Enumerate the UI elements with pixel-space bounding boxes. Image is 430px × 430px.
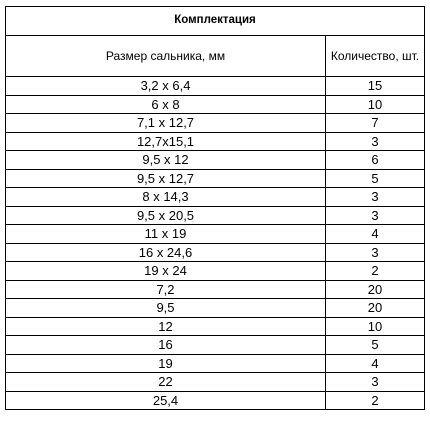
cell-seal-size: 19 х 24: [6, 262, 326, 281]
cell-seal-size: 8 х 14,3: [6, 188, 326, 207]
cell-seal-size: 7,2: [6, 280, 326, 299]
table-row: [6, 225, 425, 244]
cell-seal-size: 9,5 х 12: [6, 151, 326, 170]
table-row: [6, 206, 425, 225]
cell-quantity: 2: [326, 391, 425, 410]
cell-seal-size: 22: [6, 373, 326, 392]
table-row: [6, 114, 425, 133]
cell-quantity: 3: [326, 188, 425, 207]
cell-quantity: 3: [326, 243, 425, 262]
cell-seal-size: 11 х 19: [6, 225, 326, 244]
cell-quantity: 20: [326, 280, 425, 299]
table-row: [6, 336, 425, 355]
cell-quantity: 2: [326, 262, 425, 281]
cell-quantity: 20: [326, 299, 425, 318]
equipment-table: [5, 6, 425, 410]
column-header-quantity-text: Количество, шт.: [330, 48, 420, 63]
cell-quantity: 3: [326, 206, 425, 225]
cell-quantity: 3: [326, 132, 425, 151]
table-body: [6, 77, 425, 410]
cell-quantity: 10: [326, 95, 425, 114]
table-row: [6, 373, 425, 392]
cell-quantity: 4: [326, 354, 425, 373]
table-row: [6, 188, 425, 207]
table-row: [6, 77, 425, 96]
table-row: [6, 151, 425, 170]
cell-seal-size: 3,2 х 6,4: [6, 77, 326, 96]
table-title-row: [6, 7, 425, 36]
table-row: [6, 95, 425, 114]
cell-quantity: 15: [326, 77, 425, 96]
table-title: Комплектация: [6, 7, 425, 36]
table-row: [6, 280, 425, 299]
table-row: [6, 132, 425, 151]
cell-seal-size: 16: [6, 336, 326, 355]
cell-seal-size: 9,5 х 20,5: [6, 206, 326, 225]
cell-quantity: 5: [326, 336, 425, 355]
cell-seal-size: 12,7х15,1: [6, 132, 326, 151]
cell-quantity: 3: [326, 373, 425, 392]
table-row: [6, 243, 425, 262]
column-header-quantity: [326, 36, 425, 77]
cell-seal-size: 9,5 х 12,7: [6, 169, 326, 188]
table-header-row: [6, 36, 425, 77]
cell-seal-size: 16 х 24,6: [6, 243, 326, 262]
cell-seal-size: 6 х 8: [6, 95, 326, 114]
table-row: [6, 317, 425, 336]
cell-quantity: 5: [326, 169, 425, 188]
cell-quantity: 10: [326, 317, 425, 336]
cell-quantity: 4: [326, 225, 425, 244]
column-header-size: Размер сальника, мм: [6, 36, 326, 77]
cell-seal-size: 19: [6, 354, 326, 373]
cell-seal-size: 12: [6, 317, 326, 336]
cell-seal-size: 25,4: [6, 391, 326, 410]
cell-quantity: 6: [326, 151, 425, 170]
table-row: [6, 169, 425, 188]
table-row: [6, 391, 425, 410]
table-row: [6, 354, 425, 373]
table-row: [6, 262, 425, 281]
cell-seal-size: 9,5: [6, 299, 326, 318]
table-row: [6, 299, 425, 318]
cell-quantity: 7: [326, 114, 425, 133]
cell-seal-size: 7,1 х 12,7: [6, 114, 326, 133]
